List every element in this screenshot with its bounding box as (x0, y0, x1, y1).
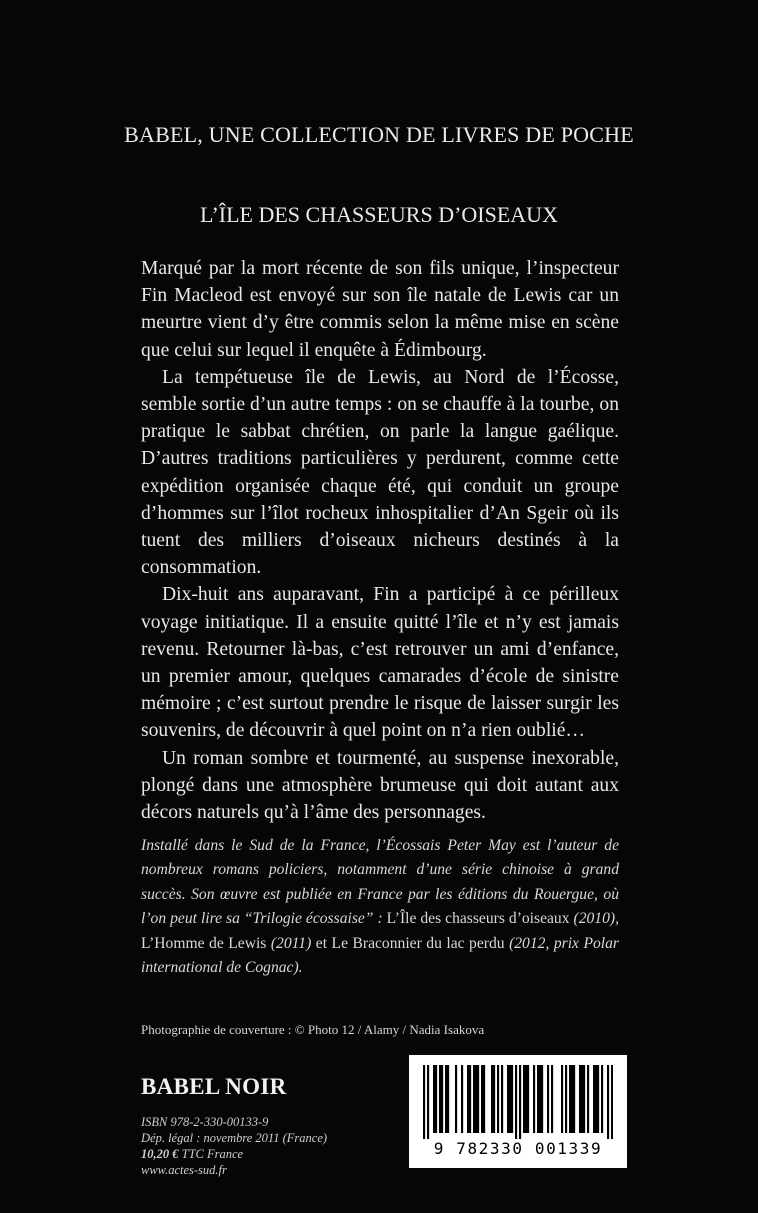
barcode-bar (509, 1065, 511, 1133)
barcode-bar (467, 1065, 469, 1133)
barcode-bar (551, 1065, 553, 1133)
barcode-bar (439, 1065, 441, 1133)
barcode-bar (491, 1065, 493, 1133)
book-title: L’ÎLE DES CHASSEURS D’OISEAUX (200, 202, 558, 227)
bio-year: (2011) (266, 934, 316, 952)
barcode-bar (511, 1065, 513, 1133)
barcode-bar (595, 1065, 597, 1133)
barcode-bar (461, 1065, 463, 1133)
blurb-paragraph: Un roman sombre et tourmenté, au suspense inexorable, plongé dans une atmosphère brumeuse qui doit autant aux décors naturels qu’à l’âme des personnages. (141, 747, 619, 824)
barcode-bar (427, 1065, 429, 1139)
barcode (409, 1055, 627, 1168)
barcode-bar (571, 1065, 573, 1133)
photo-credit: Photographie de couverture : © Photo 12 / Alamy / Nadia Isakova (141, 1022, 485, 1037)
barcode-bar (539, 1065, 541, 1133)
barcode-bar (469, 1065, 471, 1133)
collection-heading: BABEL, UNE COLLECTION DE LIVRES DE POCHE (124, 122, 634, 147)
price-note: TTC France (178, 1147, 244, 1161)
bio-book-title: L’Homme de Lewis (141, 934, 267, 952)
barcode-bar (597, 1065, 599, 1133)
website: www.actes-sud.fr (141, 1163, 227, 1177)
price: 10,20 € (141, 1147, 179, 1161)
blurb-paragraph: Marqué par la mort récente de son fils unique, l’inspecteur Fin Macleod est envoyé sur son île natale de Lewis car un meurtre vient d’y être commis selon la même mise en scène que celui sur lequel il enquête à Édimbourg. (141, 258, 619, 361)
price-line (141, 1146, 327, 1162)
barcode-bar (455, 1065, 457, 1133)
barcode-bar (569, 1065, 571, 1133)
barcode-bar (533, 1065, 535, 1133)
blurb (141, 255, 619, 826)
bio-text: Installé dans le Sud de la France, l’Écossais Peter May est l’auteur de nombreux romans policiers, notamment d’une série chinoise à grand succès. Son œuvre est publiée en France par les éditions du Rouergue, où l’on peut lire sa “Trilogie écossaise” : (141, 837, 619, 928)
barcode-bar (523, 1065, 525, 1133)
barcode-bar (423, 1065, 425, 1139)
barcode-bar (541, 1065, 543, 1133)
blurb-paragraph: La tempétueuse île de Lewis, au Nord de l’Écosse, semble sortie d’un autre temps : on se chauffe à la tourbe, on pratique le sabbat chrétien, on parle la langue gaélique. D’autres traditions particulières y perdurent, comme cette expédition organisée chaque été, qui conduit un groupe d’hommes sur l’îlot rocheux inhospitalier d’An Sgeir où ils tuent des milliers d’oiseaux nicheurs destinés à la consommation. (141, 366, 619, 579)
author-bio (141, 834, 619, 980)
barcode-bar (507, 1065, 509, 1133)
barcode-bar (593, 1065, 595, 1133)
barcode-bar (607, 1065, 609, 1139)
barcode-bar (547, 1065, 549, 1133)
isbn: ISBN 978-2-330-00133-9 (141, 1115, 269, 1129)
barcode-bar (573, 1065, 575, 1133)
barcode-bar (483, 1065, 485, 1133)
barcode-bar (481, 1065, 483, 1133)
imprint-label: BABEL NOIR (141, 1074, 287, 1099)
bio-book-title: Le Braconnier du lac perdu (331, 934, 505, 952)
barcode-bar (447, 1065, 449, 1133)
barcode-bar (433, 1065, 435, 1133)
barcode-number: 9 782330 001339 (433, 1139, 603, 1158)
barcode-bar (493, 1065, 495, 1133)
legal-deposit: Dép. légal : novembre 2011 (France) (141, 1131, 328, 1145)
barcode-bars (423, 1065, 613, 1139)
barcode-bar (581, 1065, 583, 1133)
publication-info (141, 1114, 327, 1178)
barcode-bar (587, 1065, 589, 1133)
barcode-bar (537, 1065, 539, 1133)
barcode-bar (515, 1065, 517, 1139)
barcode-bar (601, 1065, 603, 1133)
blurb-paragraph: Dix-huit ans auparavant, Fin a participé à ce périlleux voyage initiatique. Il a ensuite quitté l’île et n’y est jamais revenu. Retourner là-bas, c’est retrouver un ami d’enfance, un premier amour, quelques camarades d’école de sinistre mémoire ; c’est surtout prendre le risque de laisser surgir les souvenirs, de découvrir à quel point on n’a rien oublié… (141, 584, 619, 742)
barcode-bar (501, 1065, 503, 1133)
barcode-bar (475, 1065, 477, 1133)
barcode-bar (445, 1065, 447, 1133)
barcode-bar (519, 1065, 521, 1139)
bio-year: (2012, prix Polar international de Cognac). (141, 934, 619, 977)
barcode-bar (435, 1065, 437, 1133)
barcode-bar (527, 1065, 529, 1133)
bio-year: (2010), (569, 910, 619, 928)
barcode-bar (473, 1065, 475, 1133)
barcode-bar (477, 1065, 479, 1133)
barcode-bar (497, 1065, 499, 1133)
barcode-bar (565, 1065, 567, 1133)
barcode-bar (583, 1065, 585, 1133)
bio-book-title: L’Île des chasseurs d’oiseaux (386, 910, 570, 928)
bio-conjunction: et (315, 934, 332, 952)
barcode-bar (525, 1065, 527, 1133)
barcode-bar (561, 1065, 563, 1133)
barcode-bar (579, 1065, 581, 1133)
barcode-bar (611, 1065, 613, 1139)
barcode-bar (441, 1065, 443, 1133)
